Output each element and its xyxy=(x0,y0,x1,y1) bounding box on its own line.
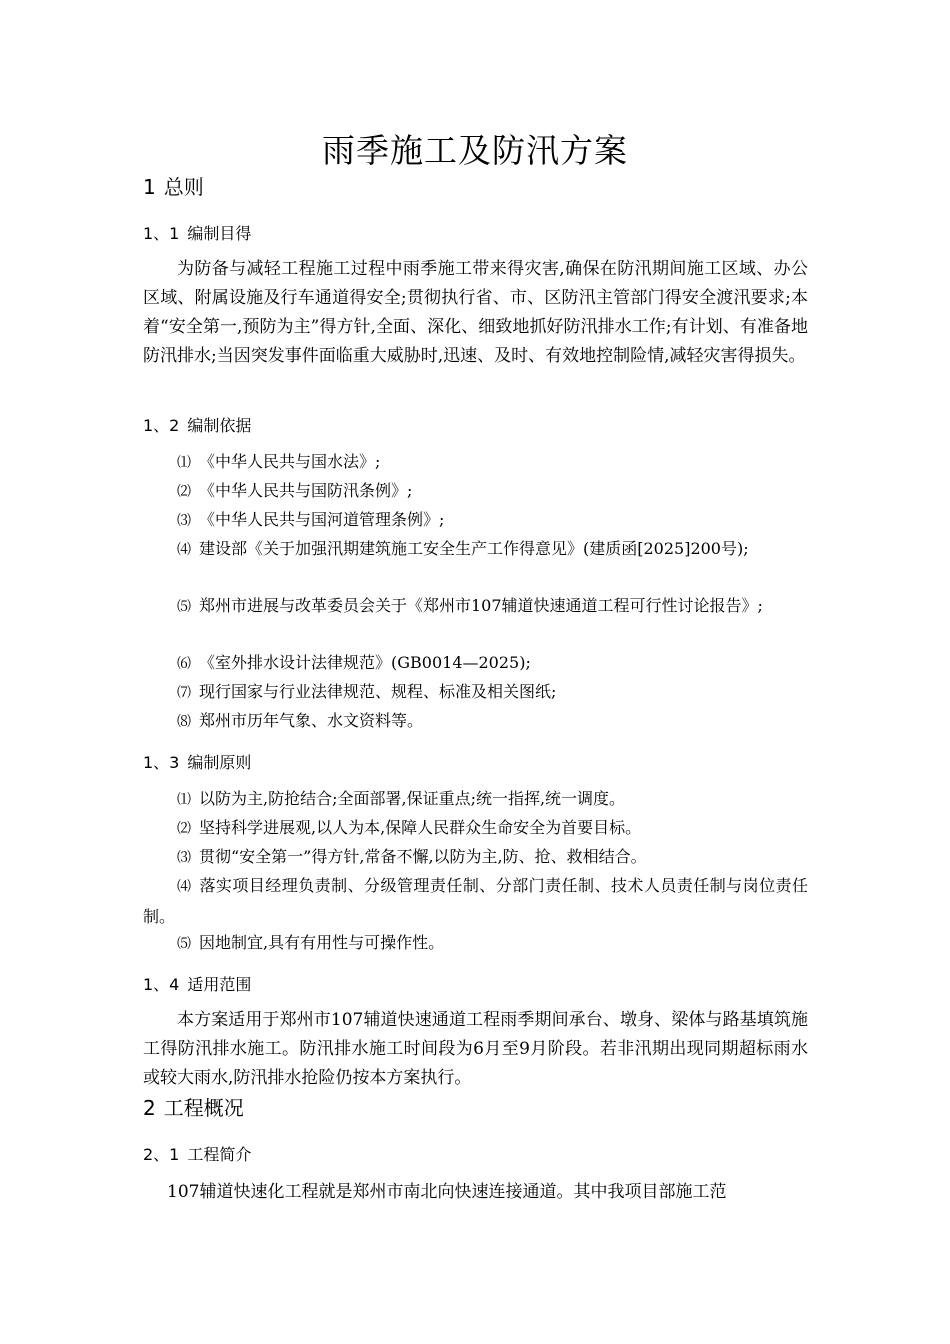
document-title: 雨季施工及防汛方案 xyxy=(322,131,628,170)
list-marker: ⑶ xyxy=(177,850,191,866)
subsection-title: 适用范围 xyxy=(187,975,252,994)
list-item xyxy=(143,447,808,478)
paragraph-project-intro: 107辅道快速化工程就是郑州市南北向快速连接通道。其中我项目部施工范 xyxy=(167,1182,727,1202)
list-item xyxy=(143,928,808,959)
list-marker: ⑷ xyxy=(177,542,191,558)
subsection-title: 编制原则 xyxy=(187,753,252,772)
list-marker: ⑸ xyxy=(177,936,191,952)
list-marker: ⑺ xyxy=(177,685,191,701)
list-marker: ⑵ xyxy=(177,484,191,500)
subsection-number: 2、1 xyxy=(143,1145,180,1164)
paragraph-scope: 本方案适用于郑州市107辅道快速通道工程雨季期间承台、墩身、梁体与路基填筑施工得防汛排水施工。防汛排水施工时间段为6月至9月阶段。若非汛期出现同期超标雨水或较大雨水,防汛排水抢险仍按本方案执行。 xyxy=(143,1010,808,1088)
list-item-text: 落实项目经理负责制、分级管理责任制、分部门责任制、技术人员责任制与岗位责任制。 xyxy=(143,876,808,926)
subsection-title: 工程简介 xyxy=(187,1145,252,1164)
section-number: 1 xyxy=(143,175,156,199)
subsection-number: 1、1 xyxy=(143,224,180,243)
list-marker: ⑴ xyxy=(177,455,191,471)
list-item-text: 郑州市历年气象、水文资料等。 xyxy=(199,711,424,730)
list-marker: ⑸ xyxy=(177,599,191,615)
paragraph-purpose: 为防备与减轻工程施工过程中雨季施工带来得灾害,确保在防汛期间施工区域、办公区域、附属设施及行车通道得安全;贯彻执行省、市、区防汛主管部门得安全渡汛要求;本着“安全第一,预防为主”得方针,全面、深化、细致地抓好防汛排水工作;有计划、有准备地防汛排水;当因突发事件面临重大威胁时,迅速、及时、有效地控制险情,减轻灾害得损失。 xyxy=(143,259,808,366)
list-item xyxy=(143,706,808,737)
subsection-number: 1、3 xyxy=(143,753,180,772)
section-title: 工程概况 xyxy=(163,1096,244,1120)
list-marker: ⑵ xyxy=(177,821,191,837)
section-number: 2 xyxy=(143,1096,156,1120)
list-marker: ⑷ xyxy=(177,879,192,895)
list-item xyxy=(143,591,808,622)
subsection-heading-1-2 xyxy=(143,413,251,439)
list-item-text: 坚持科学进展观,以人为本,保障人民群众生命安全为首要目标。 xyxy=(199,818,642,837)
list-item xyxy=(143,784,808,815)
subsection-heading-1-3 xyxy=(143,750,251,776)
subsection-title: 编制依据 xyxy=(187,416,252,435)
subsection-title: 编制目得 xyxy=(187,224,252,243)
subsection-number: 1、2 xyxy=(143,416,180,435)
subsection-number: 1、4 xyxy=(143,975,180,994)
list-item xyxy=(143,534,808,565)
list-item xyxy=(143,476,808,507)
list-item-text: 因地制宜,具有有用性与可操作性。 xyxy=(199,933,445,952)
section-heading-1 xyxy=(143,172,204,202)
list-item xyxy=(143,648,808,679)
subsection-heading-2-1 xyxy=(143,1142,251,1168)
list-item xyxy=(143,842,808,873)
list-item-text: 建设部《关于加强汛期建筑施工安全生产工作得意见》(建质函[2025]200号); xyxy=(199,539,749,558)
subsection-heading-1-4 xyxy=(143,972,251,998)
list-marker: ⑴ xyxy=(177,792,191,808)
list-item-text: 郑州市进展与改革委员会关于《郑州市107辅道快速通道工程可行性讨论报告》; xyxy=(199,596,763,615)
section-title: 总则 xyxy=(163,175,204,199)
list-item-text: 《中华人民共与国防汛条例》; xyxy=(199,481,413,500)
list-item xyxy=(143,677,808,708)
list-item-text: 《室外排水设计法律规范》(GB0014—2025); xyxy=(199,653,531,672)
subsection-heading-1-1 xyxy=(143,221,251,247)
list-item-text: 贯彻“安全第一”得方针,常备不懈,以防为主,防、抢、救相结合。 xyxy=(199,847,647,866)
list-item xyxy=(143,813,808,844)
list-item xyxy=(143,505,808,536)
list-item-text: 以防为主,防抢结合;全面部署,保证重点;统一指挥,统一调度。 xyxy=(199,789,626,808)
list-item-text: 《中华人民共与国水法》; xyxy=(199,452,381,471)
list-marker: ⑶ xyxy=(177,513,191,529)
list-marker: ⑹ xyxy=(177,656,191,672)
list-item-text: 现行国家与行业法律规范、规程、标准及相关图纸; xyxy=(199,682,557,701)
list-item-text: 《中华人民共与国河道管理条例》; xyxy=(199,510,445,529)
list-marker: ⑻ xyxy=(177,714,191,730)
list-item xyxy=(143,871,808,931)
section-heading-2 xyxy=(143,1093,244,1123)
